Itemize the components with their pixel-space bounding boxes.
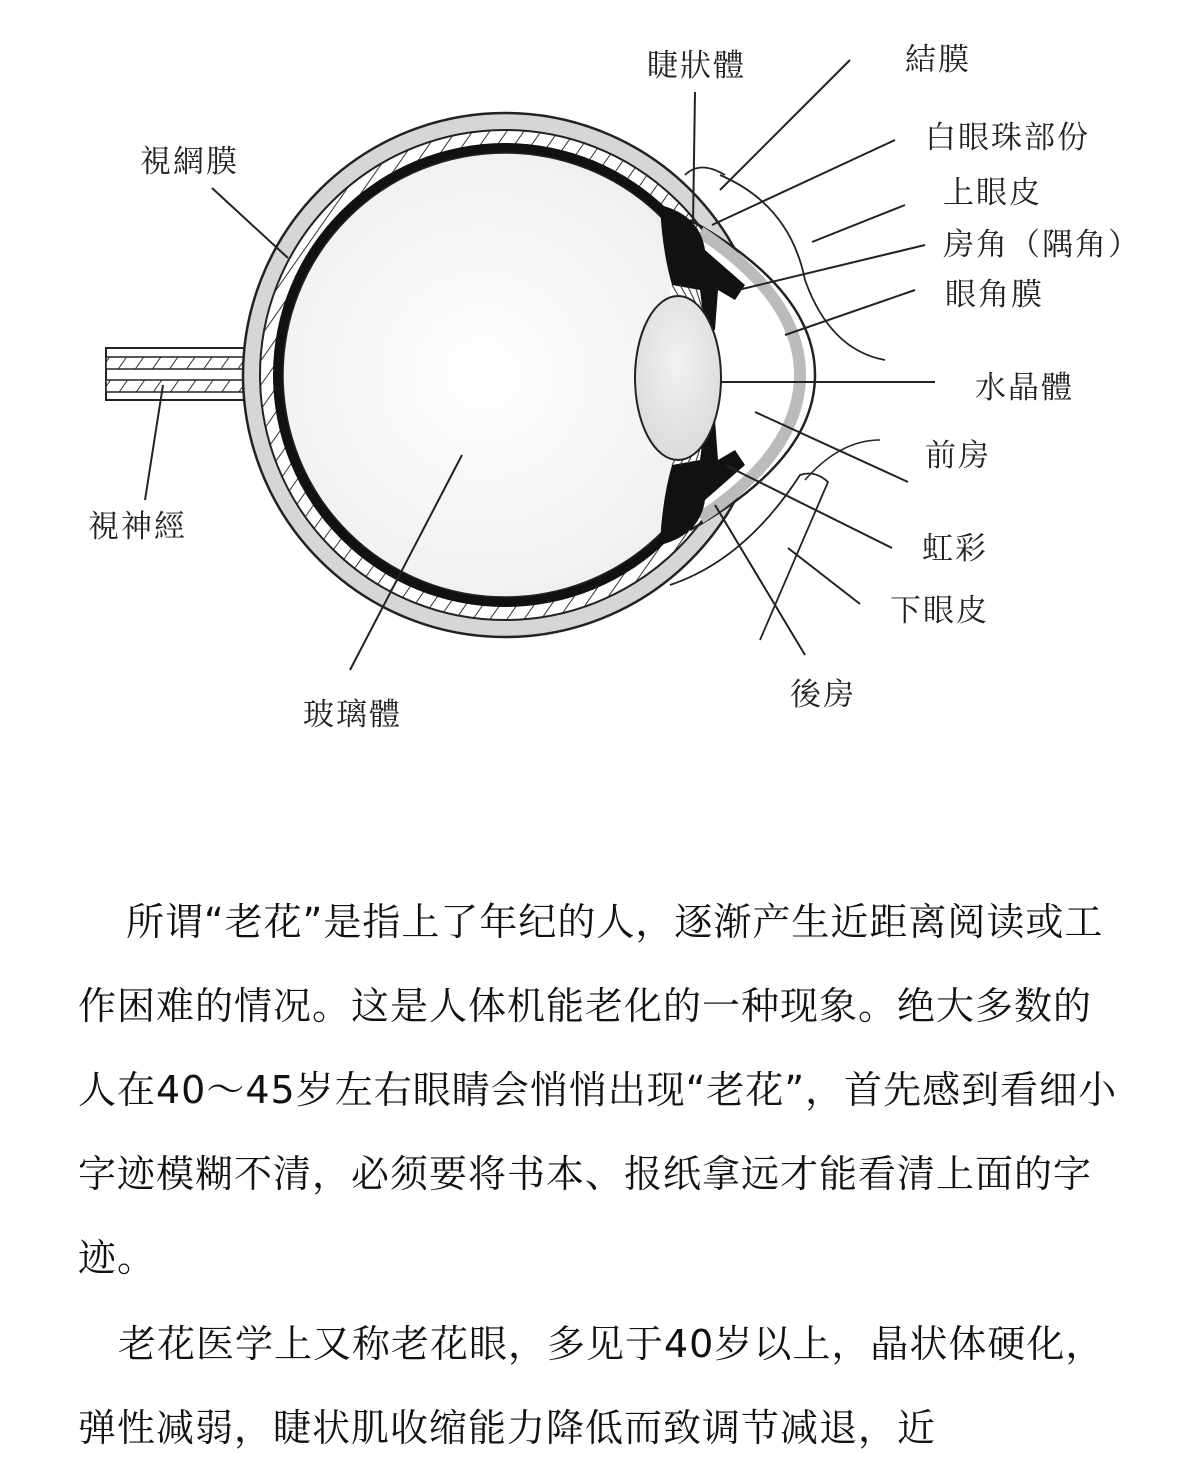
article-body — [78, 880, 1128, 1470]
label-sclera: 白眼珠部份 — [925, 120, 1090, 156]
label-cornea: 眼角膜 — [945, 277, 1044, 313]
label-vitreous-body: 玻璃體 — [303, 697, 402, 733]
label-lower-eyelid: 下眼皮 — [890, 593, 989, 629]
lens-shape — [635, 296, 721, 460]
label-anterior-chamber: 前房 — [925, 438, 991, 474]
article-paragraph-2: 老花医学上又称老花眼，多见于40岁以上，晶状体硬化，弹性减弱，睫状肌收缩能力降低而致调节减退，近 — [78, 1322, 1105, 1450]
label-lens: 水晶體 — [975, 370, 1074, 406]
label-iris: 虹彩 — [922, 531, 988, 567]
label-posterior-chamber: 後房 — [790, 677, 856, 713]
label-angle: 房角（隅角） — [943, 227, 1141, 263]
label-retina: 視網膜 — [140, 144, 239, 180]
label-ciliary-body: 睫狀體 — [647, 48, 746, 84]
article-paragraph-1: 所谓“老花”是指上了年纪的人，逐渐产生近距离阅读或工作困难的情况。这是人体机能老化的一种现象。绝大多数的人在40～45岁左右眼睛会悄悄出现“老花”，首先感到看细小字迹模糊不清，必须要将书本、报纸拿远才能看清上面的字迹。 — [78, 900, 1118, 1280]
label-conjunctiva: 結膜 — [905, 42, 971, 78]
label-optic-nerve: 視神經 — [88, 509, 187, 545]
label-upper-eyelid: 上眼皮 — [943, 175, 1042, 211]
